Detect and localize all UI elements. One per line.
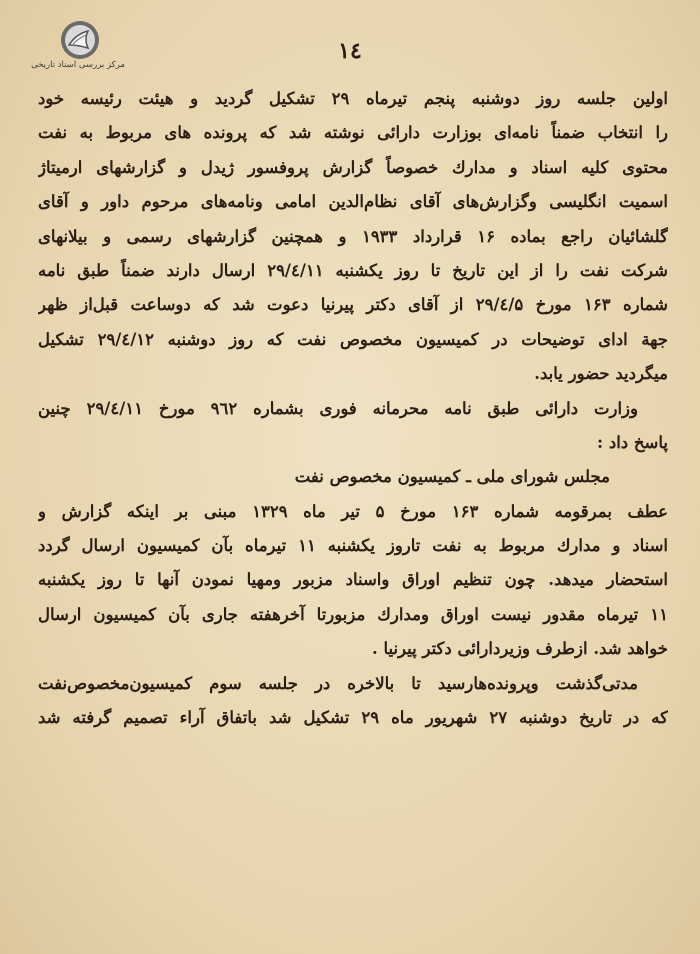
archive-logo-text: مرکز بررسی اسناد تاریخی [31,60,125,70]
text-line: اولین جلسه روز دوشنبه پنجم تیرماه ۲۹ تشکیل گردید و هیئت رئیسه خود [38,89,668,108]
text-line: شرکت نفت را از این تاریخ تا روز یکشنبه ۲۹/٤/۱۱ ارسال دارند ضمناً طبق نامه [38,260,668,280]
text-line: وزارت دارائی طبق نامه محرمانه فوری بشماره ۹٦۲ مورخ ۲۹/٤/۱۱ چنین [38,398,638,418]
text-line: عطف بمرقومه شماره ۱۶۳ مورخ ۵ تیر ماه ۱۳۲۹ مبنی بر اینکه گزارش و [38,501,668,521]
text-line: شماره ۱۶۳ مورخ ۲۹/٤/۵ از آقای دکتر پیرنیا دعوت شد که دوساعت قبل‌از ظهر [38,295,668,315]
text-line: را انتخاب ضمناً نامه‌ای بوزارت دارائی نوشته شد که پرونده های مربوط به نفت [38,123,668,143]
letter-heading: مجلس شورای ملی ـ کمیسیون مخصوص نفت [294,467,610,487]
text-line: که در تاریخ دوشنبه ۲۷ شهریور ماه ۲۹ تشکیل شد باتفاق آراء تصمیم گرفته شد [38,708,668,728]
text-line: میگردید حضور یابد. [534,364,668,384]
page-number: ۱٤ [338,38,362,64]
text-line: اسناد و مدارك مربوط به نفت تاروز یکشنبه ۱۱ تیرماه بآن کمیسیون ارسال گردد [38,536,668,556]
text-line: خواهد شد. ازطرف وزیردارائی دکتر پیرنیا . [371,639,668,659]
text-line: محتوی کلیه اسناد و مدارك خصوصاً گزارش پروفسور ژیدل و گزارشهای ارمیتاژ [38,157,668,177]
text-line: جهة ادای توضیحات در کمیسیون مخصوص نفت که روز دوشنبه ۲۹/٤/۱۲ تشکیل [38,329,668,349]
text-line: پاسخ داد : [597,432,668,452]
text-line: اسمیت انگلیسی وگزارش‌های آقای نظام‌الدین امامی ونامه‌های مرحوم داور و آقای [38,192,668,212]
text-line: مدتی‌گذشت وپرونده‌هارسید تا بالاخره در جلسه سوم کمیسیون‌مخصوص‌نفت [38,673,638,693]
text-line: گلشائیان راجع بماده ۱۶ قرارداد ۱۹۳۳ و همچنین گزارشهای رسمی و بیلانهای [38,226,668,246]
text-line: ۱۱ تیرماه مقدور نیست اوراق ومدارك مزبورتا آخرهفته جاری بآن کمیسیون ارسال [38,604,668,624]
text-line: استحضار میدهد. چون تنظیم اوراق واسناد مزبور ومهیا نمودن آنها تا روز یکشنبه [38,570,668,590]
document-body [38,82,668,735]
